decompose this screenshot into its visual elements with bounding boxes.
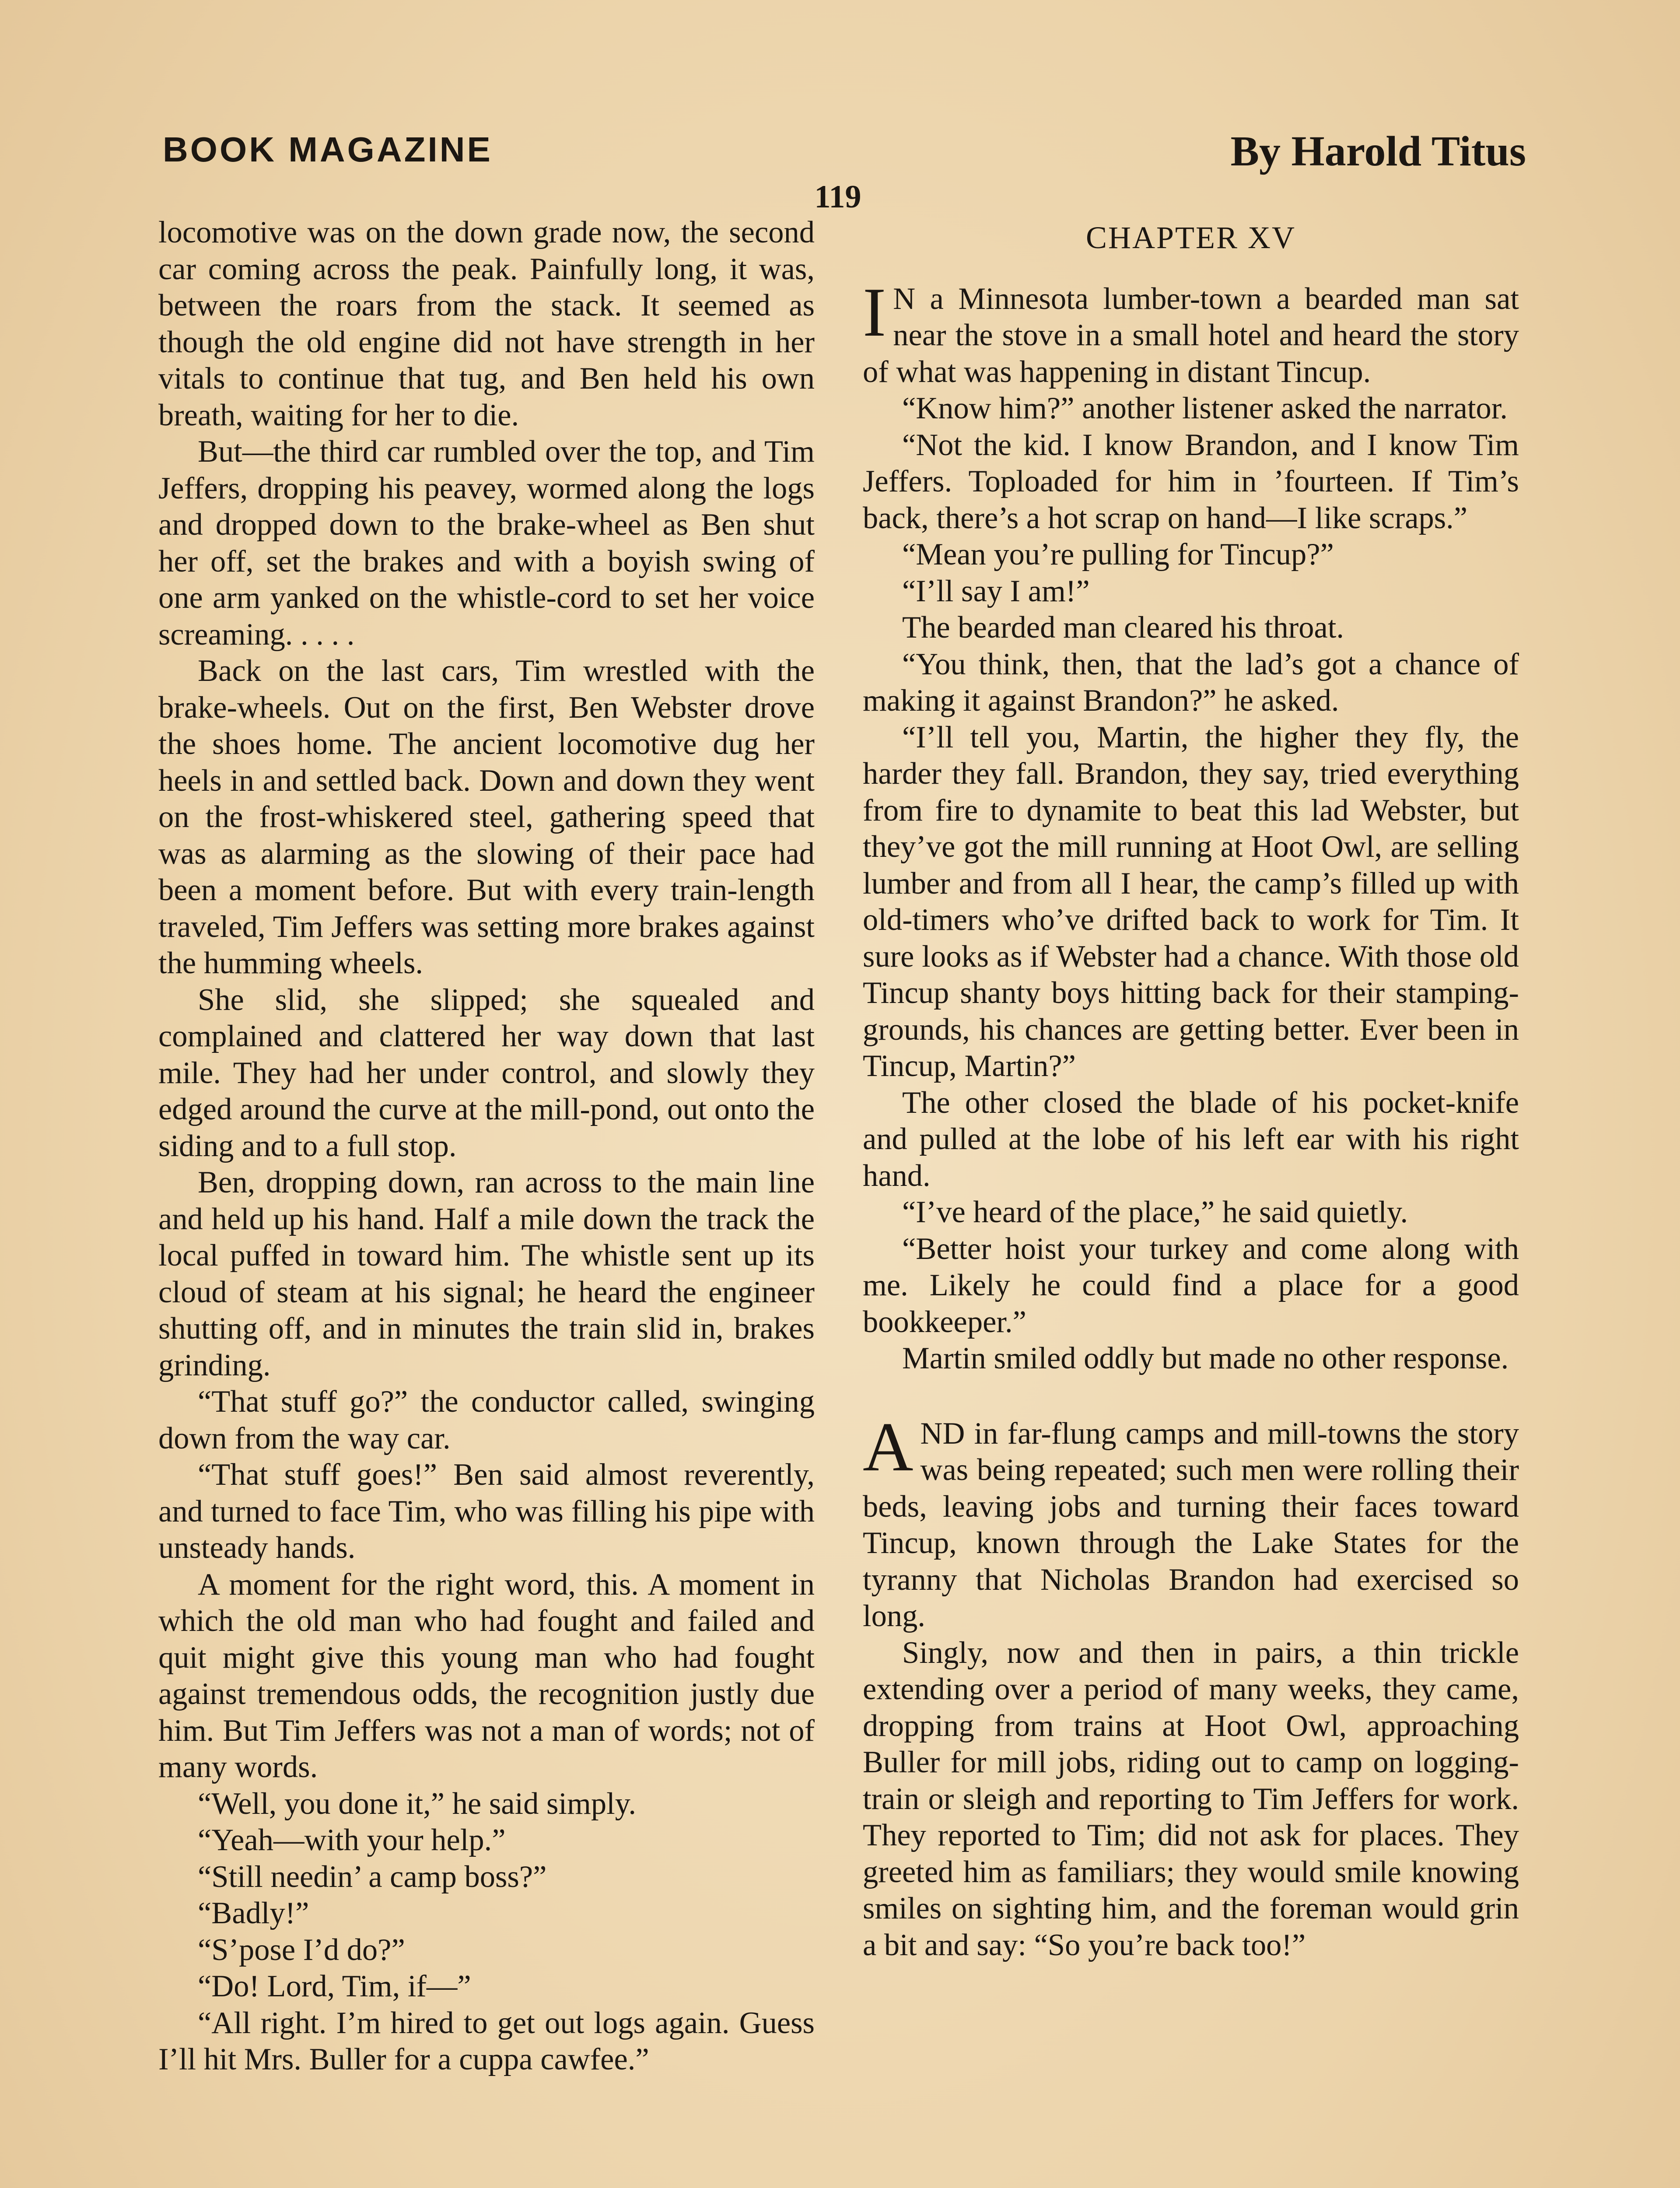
paragraph: “You think, then, that the lad’s got a chance of making it against Brandon?” he asked. xyxy=(863,647,1519,718)
paragraph: “Well, you done it,” he said simply. xyxy=(198,1786,637,1821)
paragraph: Ben, dropping down, ran across to the main line and held up his hand. Half a mile down the track the local puffed in toward him. The whistle sent up its cloud of steam at his signal; he heard the engineer shutting off, and in minutes the train slid in, brakes grinding. xyxy=(158,1165,815,1382)
paragraph: “Not the kid. I know Brandon, and I know Tim Jeffers. Toploaded for him in ’fourteen. If Tim’s back, there’s a hot scrap on hand—I like scraps.” xyxy=(863,428,1519,535)
paragraph: Back on the last cars, Tim wrestled with the brake-wheels. Out on the first, Ben Webster drove the shoes home. The ancient locomotive dug her heels in and settled back. Down and down they went on the frost-whiskered steel, gathering speed that was as alarming as the slowing of their pace had been a moment before. But with every train-length traveled, Tim Jeffers was setting more brakes against the humming wheels. xyxy=(158,654,815,980)
paragraph: “Know him?” another listener asked the narrator. xyxy=(902,391,1508,425)
paragraph: locomotive was on the down grade now, the second car coming across the peak. Painfully long, it was, between the roars from the stack. It seemed as though the old engine did not have strength in her vitals to continue that tug, and Ben held his own breath, waiting for her to die. xyxy=(158,215,815,432)
paragraph: “Mean you’re pulling for Tincup?” xyxy=(902,537,1334,572)
paragraph: Singly, now and then in pairs, a thin trickle extending over a period of many weeks, they came, dropping from trains at Hoot Owl, approaching Buller for mill jobs, riding out to camp on logging-train or sleigh and reporting to Tim Jeffers for work. They reported to Tim; did not ask for places. They greeted him as familiars; they would smile knowing smiles on sighting him, and the foreman would grin a bit and say: “So you’re back too!” xyxy=(863,1635,1519,1962)
drop-cap: A xyxy=(863,1407,914,1486)
page-number: 119 xyxy=(814,179,861,215)
paragraph: “All right. I’m hired to get out logs again. Guess I’ll hit Mrs. Buller for a cuppa cawfee.” xyxy=(158,2006,815,2076)
right-column xyxy=(863,214,1519,1964)
paragraph: “Yeah—with your help.” xyxy=(198,1823,506,1857)
opening-text: N a Minnesota lumber-town a bearded man sat near the stove in a small hotel and heard the story of what was happening in distant Tincup. xyxy=(863,281,1519,389)
paragraph: “Do! Lord, Tim, if—” xyxy=(198,1969,471,2003)
paragraph: Martin smiled oddly but made no other response. xyxy=(902,1341,1509,1375)
section-opening-paragraph xyxy=(863,1407,1519,1635)
paragraph: “I’ve heard of the place,” he said quietly. xyxy=(902,1195,1408,1229)
section-opening-paragraph xyxy=(863,273,1519,391)
left-column xyxy=(158,214,815,2078)
paragraph: “That stuff goes!” Ben said almost reverently, and turned to face Tim, who was filling his pipe with unsteady hands. xyxy=(158,1458,815,1565)
paragraph: “Still needin’ a camp boss?” xyxy=(198,1859,547,1894)
paragraph: “Better hoist your turkey and come along with me. Likely he could find a place for a good bookkeeper.” xyxy=(863,1231,1519,1339)
chapter-heading: CHAPTER XV xyxy=(1085,220,1296,255)
section-break xyxy=(863,1377,1519,1416)
magazine-title: BOOK MAGAZINE xyxy=(163,130,493,169)
opening-text: ND in far-flung camps and mill-towns the story was being repeated; such men were rolling their beds, leaving jobs and turning their faces toward Tincup, known through the Lake States for the tyranny that Nicholas Brandon had exercised so long. xyxy=(863,1416,1519,1633)
paragraph: But—the third car rumbled over the top, and Tim Jeffers, dropping his peavey, wormed along the logs and dropped down to the brake-wheel as Ben shut her off, set the brakes and with a boyish swing of one arm yanked on the whistle-cord to set her voice screaming. . . . . xyxy=(158,435,815,652)
paragraph: “I’ll tell you, Martin, the higher they fly, the harder they fall. Brandon, they say, tried everything from fire to dynamite to beat this lad Webster, but they’ve got the mill running at Hoot Owl, are selling lumber and from all I hear, the camp’s filled up with old-timers who’ve drifted back to work for Tim. It sure looks as if Webster had a chance. With those old Tincup shanty boys hitting back for their stamping-grounds, his chances are getting better. Ever been in Tincup, Martin?” xyxy=(863,720,1519,1083)
paragraph: “Badly!” xyxy=(198,1896,309,1930)
paragraph: “S’pose I’d do?” xyxy=(198,1932,405,1967)
paragraph: “That stuff go?” the conductor called, swinging down from the way car. xyxy=(158,1385,815,1455)
paragraph: The other closed the blade of his pocket-knife and pulled at the lobe of his left ear with his right hand. xyxy=(863,1085,1519,1193)
paragraph: She slid, she slipped; she squealed and complained and clattered her way down that last mile. They had her under control, and slowly they edged around the curve at the mill-pond, out onto the siding and to a full stop. xyxy=(158,982,815,1163)
drop-cap: I xyxy=(863,273,886,351)
paragraph: The bearded man cleared his throat. xyxy=(902,610,1344,645)
paragraph: A moment for the right word, this. A moment in which the old man who had fought and failed and quit might give this young man who had fought against tremendous odds, the recognition justly due him. But Tim Jeffers was not a man of words; not of many words. xyxy=(158,1567,815,1784)
paragraph: “I’ll say I am!” xyxy=(902,574,1090,608)
author-byline: By Harold Titus xyxy=(1230,128,1526,175)
